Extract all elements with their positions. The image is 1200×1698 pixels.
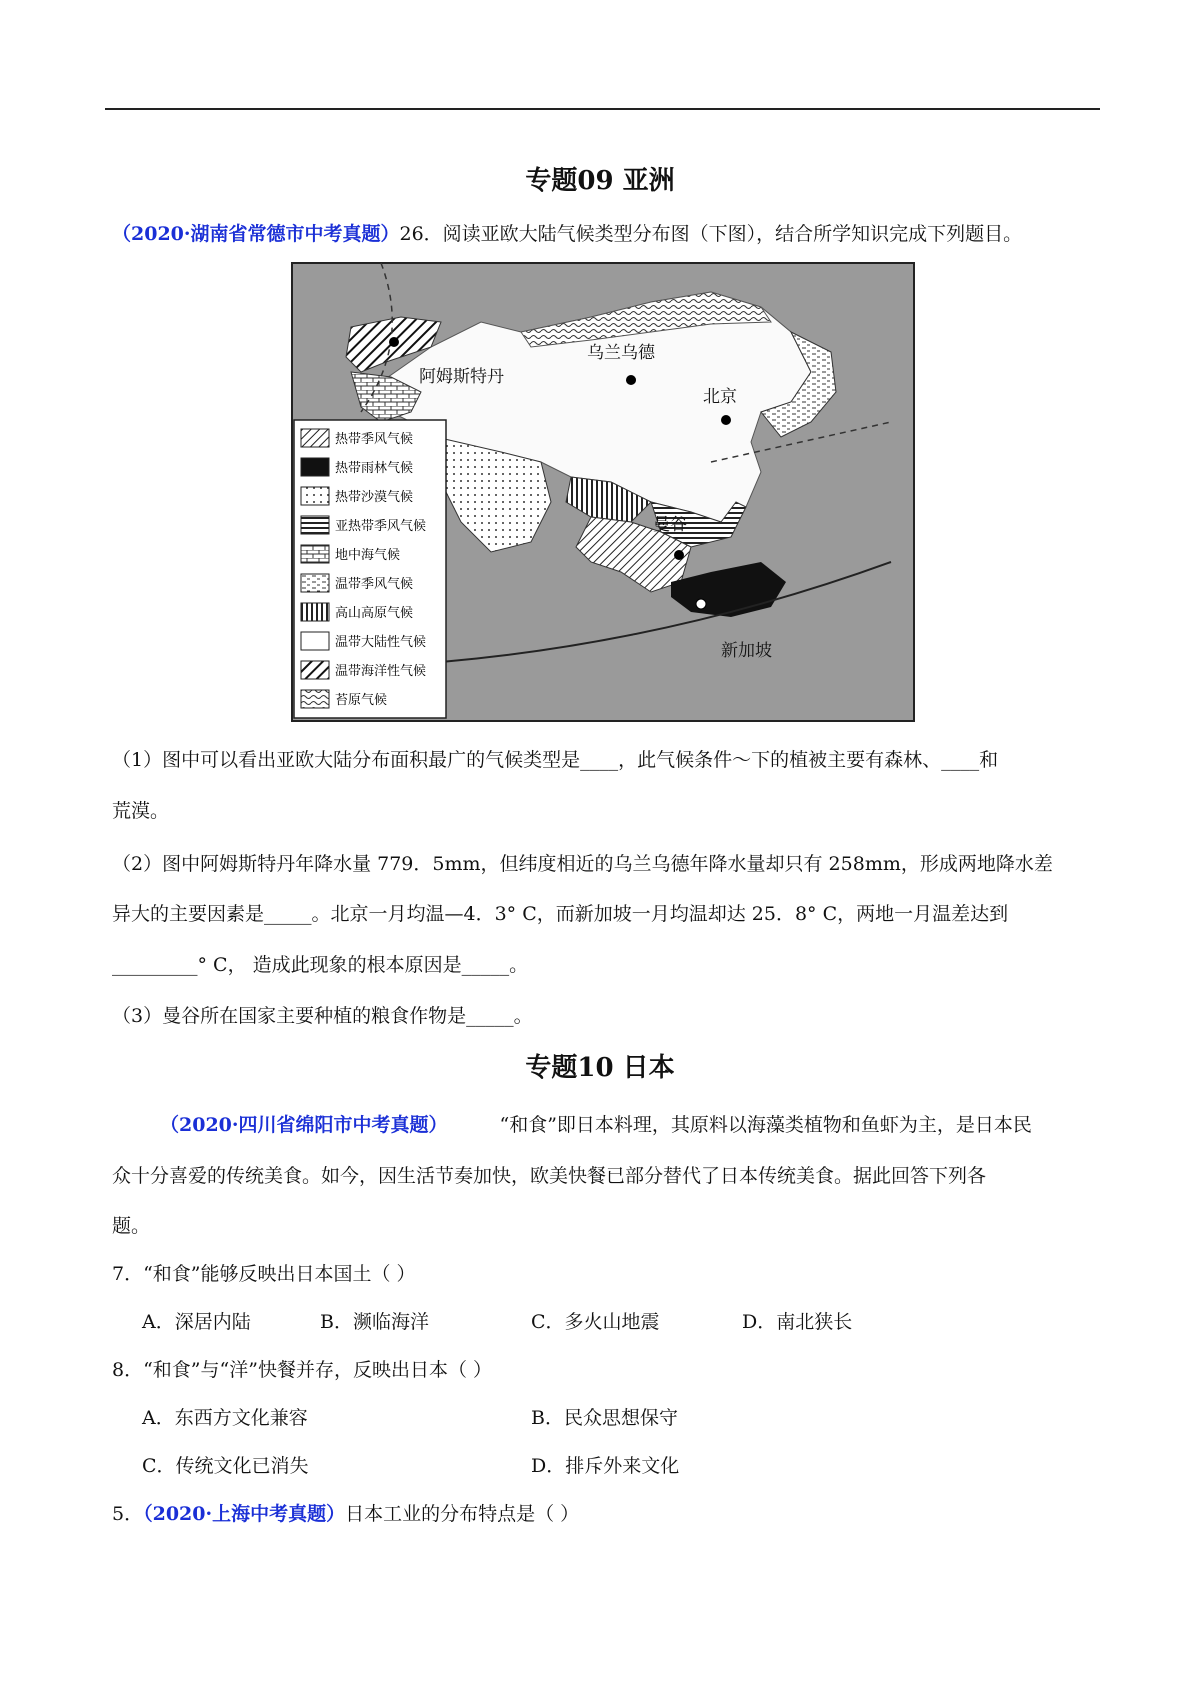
japan-intro-cont: 众十分喜爱的传统美食。如今，因生活节奏加快，欧美快餐已部分替代了日本传统美食。据此回答下列各 bbox=[112, 1165, 987, 1187]
question-3: （3）曼谷所在国家主要种植的粮食作物是_____。 bbox=[112, 1005, 533, 1027]
q7-option-b: B．濒临海洋 bbox=[320, 1311, 429, 1333]
q8-option-d: D．排斥外来文化 bbox=[531, 1455, 680, 1477]
question-5 bbox=[112, 1499, 579, 1526]
q8-option-c: C．传统文化已消失 bbox=[142, 1455, 309, 1477]
legend-item: 高山高原气候 bbox=[335, 606, 414, 621]
question-2-cont: _________° C， 造成此现象的根本原因是_____。 bbox=[112, 954, 529, 976]
section-title-asia: 专题09 亚洲 bbox=[525, 166, 675, 196]
map-label-bangkok: 曼谷 bbox=[653, 515, 687, 535]
question-26-intro bbox=[112, 219, 1022, 246]
question-2-cont: 异大的主要因素是_____。北京一月均温—4．3° C，而新加坡一月均温却达 25．8° C，两地一月温差达到 bbox=[112, 903, 1009, 925]
question-1-cont: 荒漠。 bbox=[112, 800, 170, 822]
q7-option-a: A．深居内陆 bbox=[142, 1311, 251, 1333]
legend-item: 温带大陆性气候 bbox=[335, 635, 427, 650]
q7-option-d: D．南北狭长 bbox=[742, 1311, 853, 1333]
question-2: （2）图中阿姆斯特丹年降水量 779．5mm，但纬度相近的乌兰乌德年降水量却只有 258mm，形成两地降水差 bbox=[112, 853, 1053, 875]
japan-intro-cont: 题。 bbox=[112, 1215, 151, 1237]
legend-item: 热带沙漠气候 bbox=[335, 490, 414, 505]
map-label-amsterdam: 阿姆斯特丹 bbox=[419, 367, 504, 387]
legend-item: 热带季风气候 bbox=[335, 432, 414, 447]
legend-item: 热带雨林气候 bbox=[335, 461, 414, 476]
legend-item: 温带海洋性气候 bbox=[335, 664, 427, 679]
map-label-beijing: 北京 bbox=[703, 387, 737, 407]
question-7-stem: 7．“和食”能够反映出日本国土（ ） bbox=[112, 1263, 416, 1285]
header-rule bbox=[105, 108, 1100, 110]
source-tag: （2020·上海中考真题） bbox=[143, 1503, 346, 1525]
source-tag: （2020·湖南省常德市中考真题） bbox=[112, 223, 400, 245]
eurasia-climate-map bbox=[291, 262, 915, 722]
legend-item: 温带季风气候 bbox=[335, 577, 414, 592]
intro-text: “和食”即日本料理，其原料以海藻类植物和鱼虾为主，是日本民 bbox=[499, 1114, 1032, 1136]
source-tag: （2020·四川省绵阳市中考真题） bbox=[160, 1114, 448, 1136]
city-marker-bangkok bbox=[674, 550, 684, 560]
q8-option-a: A．东西方文化兼容 bbox=[142, 1407, 308, 1429]
question-1: （1）图中可以看出亚欧大陆分布面积最广的气候类型是____，此气候条件～下的植被主要有森林、____和 bbox=[112, 749, 999, 771]
legend-item: 地中海气候 bbox=[335, 548, 401, 563]
section-title-japan: 专题10 日本 bbox=[525, 1053, 675, 1083]
map-legend bbox=[294, 420, 446, 718]
question-text: 26．阅读亚欧大陆气候类型分布图（下图），结合所学知识完成下列题目。 bbox=[399, 223, 1023, 245]
japan-intro bbox=[160, 1110, 1032, 1137]
map-label-singapore: 新加坡 bbox=[721, 641, 772, 661]
city-marker-amsterdam bbox=[389, 337, 399, 347]
question-number: 5． bbox=[112, 1503, 144, 1525]
q8-option-b: B．民众思想保守 bbox=[531, 1407, 678, 1429]
map-label-ulan-ude: 乌兰乌德 bbox=[587, 343, 655, 363]
legend-item: 亚热带季风气候 bbox=[335, 519, 427, 534]
city-marker-beijing bbox=[721, 415, 731, 425]
question-text: 日本工业的分布特点是（ ） bbox=[345, 1503, 580, 1525]
q7-option-c: C．多火山地震 bbox=[531, 1311, 660, 1333]
city-marker-singapore bbox=[696, 599, 706, 609]
city-marker-ulan-ude bbox=[626, 375, 636, 385]
question-8-stem: 8．“和食”与“洋”快餐并存，反映出日本（ ） bbox=[112, 1359, 492, 1381]
legend-item: 苔原气候 bbox=[335, 693, 388, 708]
